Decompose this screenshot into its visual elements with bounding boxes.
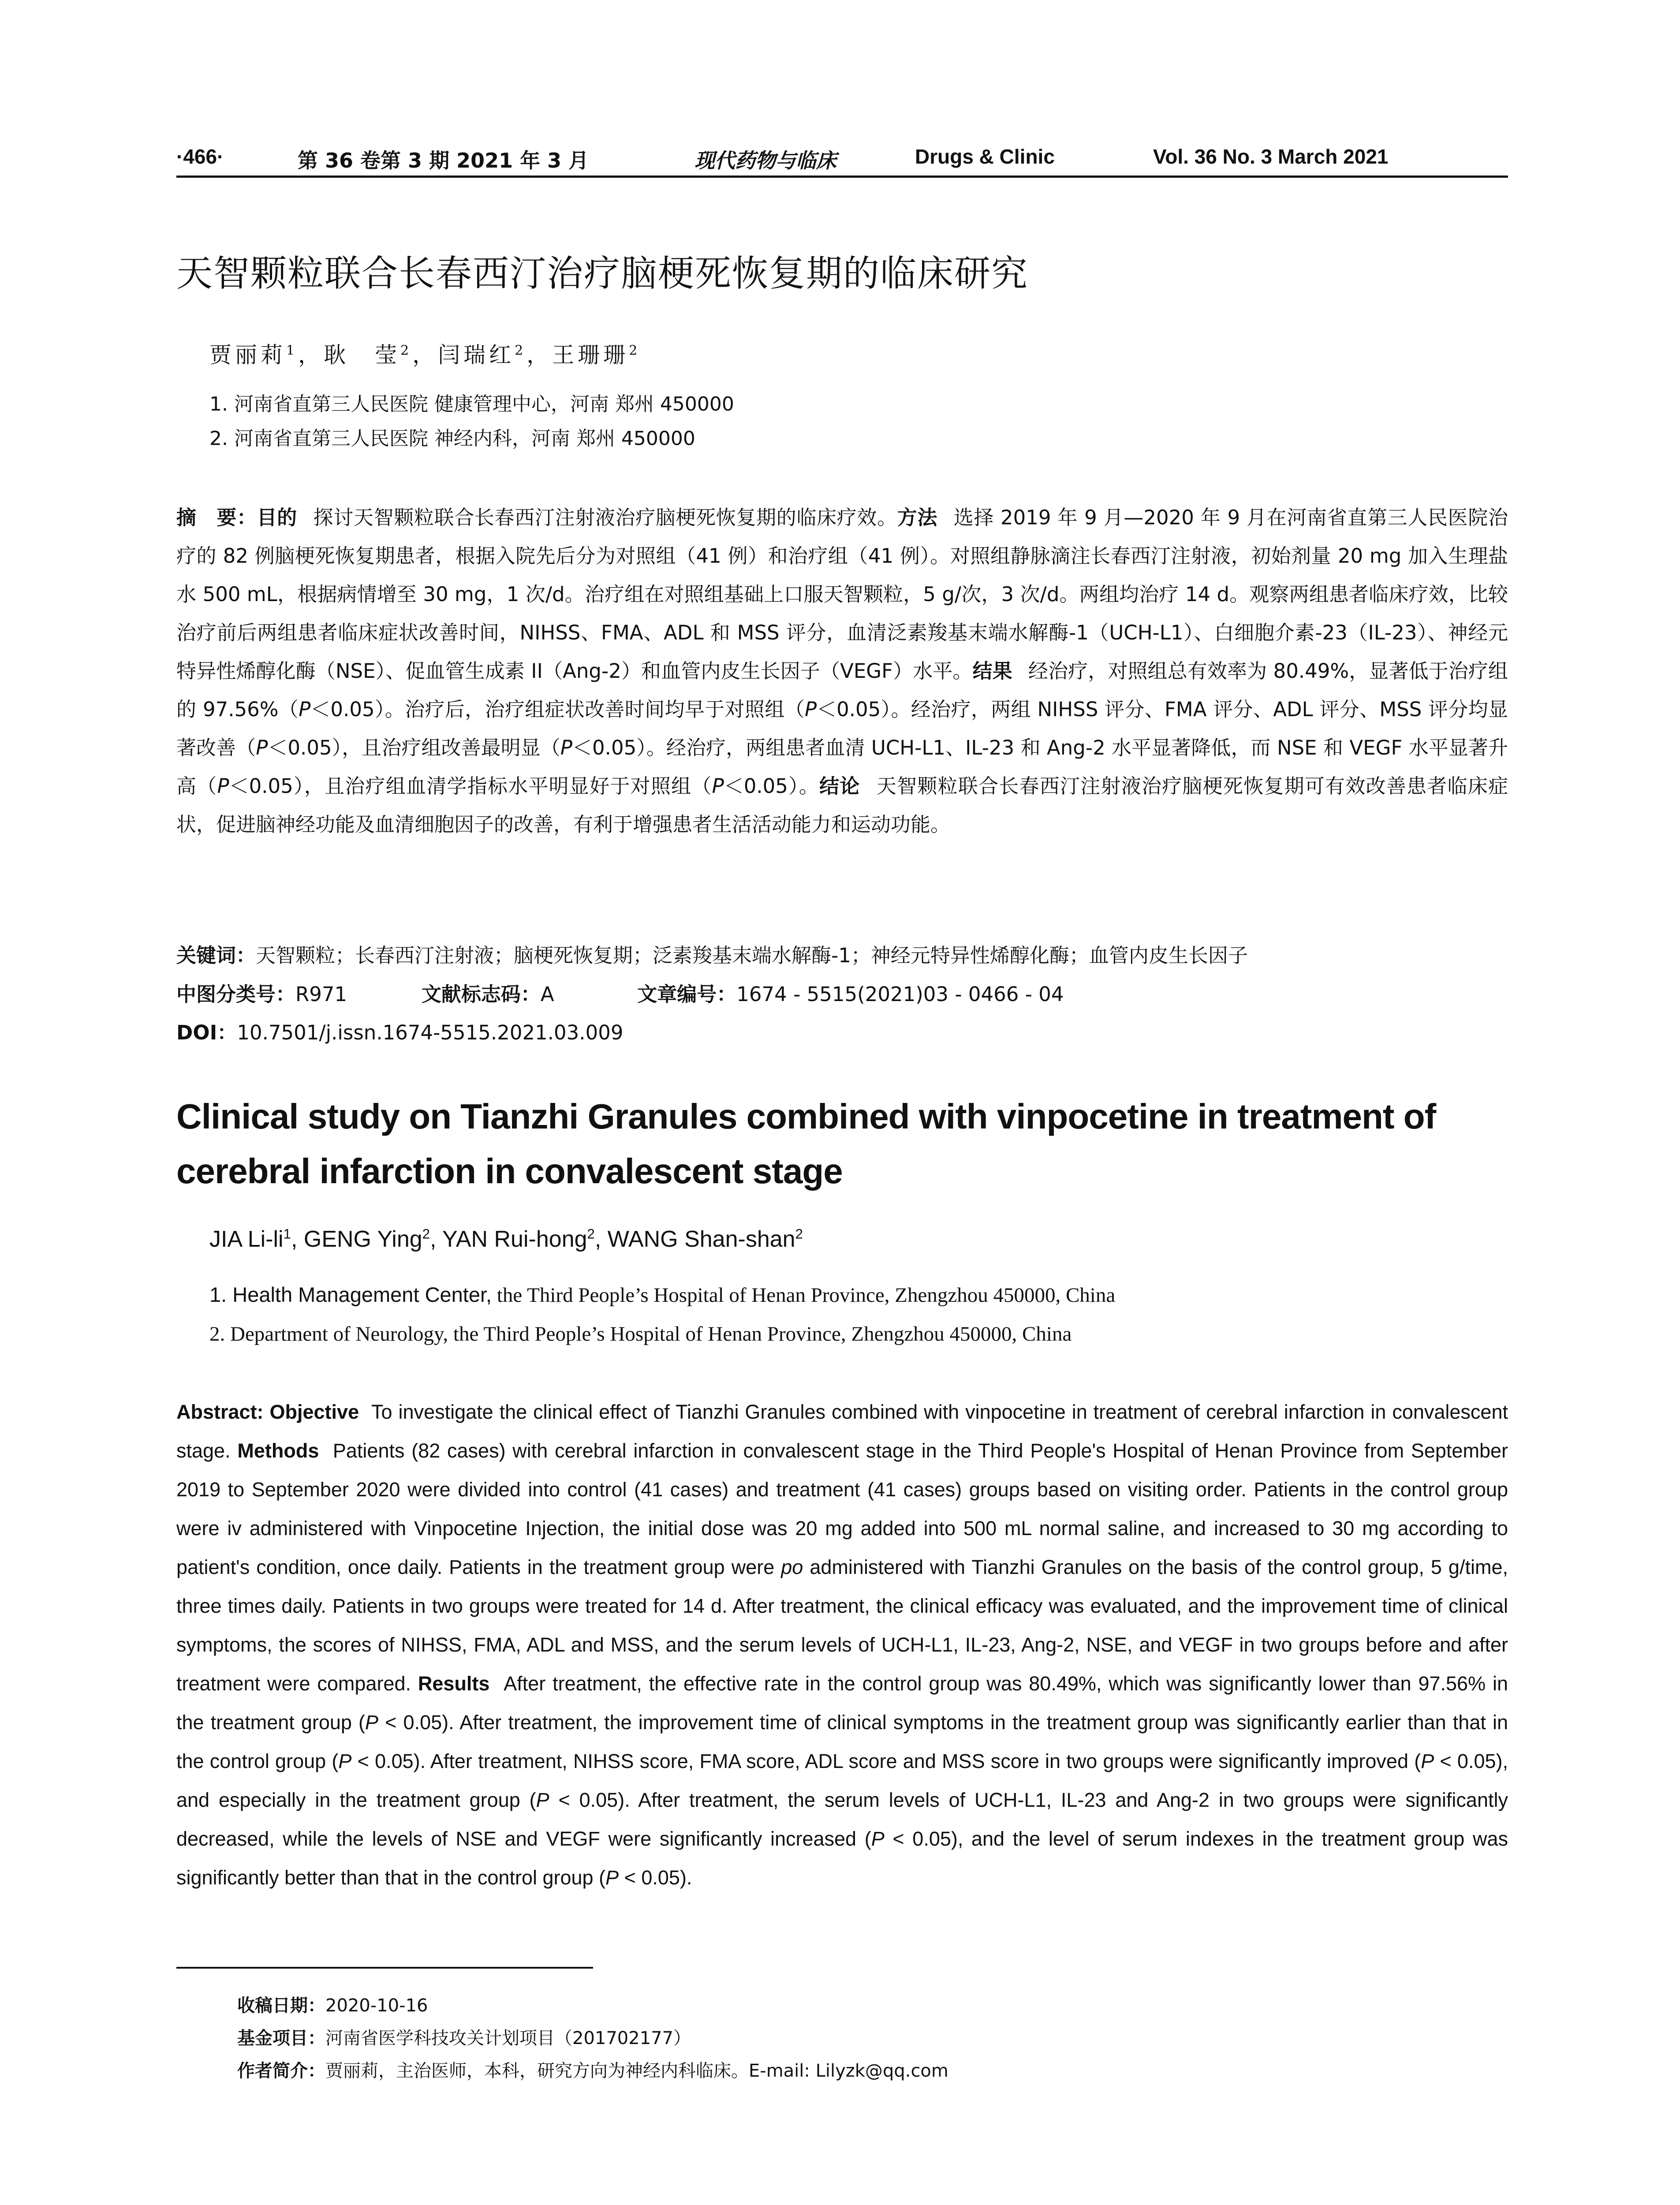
footnote-divider <box>176 1967 593 1969</box>
footnote-funding <box>237 2024 691 2049</box>
footnote-author-bio <box>237 2057 948 2082</box>
author-affiliation-mark: 2 <box>515 343 527 359</box>
methods-text: Patients (82 cases) with cerebral infarction in convalescent stage in the Third People's Hospital of Henan Province from September 2019 to September 2020 were divided into control (41 cases) and treatment (41 cases) groups based on visiting order. Patients in the control group were iv administered with Vinpocetine Injection, the initial dose was 20 mg added into 500 mL normal saline, and increased to 30 mg according to patient's condition, once daily. Patients in the treatment group were <box>176 1439 1508 1578</box>
author-affiliation-mark: 2 <box>400 343 413 359</box>
results-text: < 0.05). After treatment, the improvement time of clinical symptoms in the treatment group was significantly earlier than that in the control group ( <box>176 1711 1508 1772</box>
p-value-symbol: P <box>804 698 817 721</box>
p-value-symbol: P <box>871 1828 885 1850</box>
results-label: Results <box>418 1672 490 1695</box>
authors-cn <box>209 337 641 369</box>
author-separator: ， <box>298 342 324 368</box>
affiliation-department: 1. Health Management Center, <box>209 1283 492 1306</box>
results-text: ＜0.05）。经治疗，两组患者血清 UCH-L1、IL-23 和 Ang-2 水平显著降低，而 NSE 和 VEGF 水平显著升高（ <box>176 736 1508 798</box>
journal-name-cn: 现代药物与临床 <box>694 149 836 172</box>
p-value-symbol: P <box>256 736 268 759</box>
running-header <box>176 141 1508 178</box>
author-name: 贾丽莉 <box>209 342 286 368</box>
route-po: po <box>781 1556 803 1578</box>
results-text: 经治疗，对照组总有效率为 80.49%，显著低于治疗组的 97.56%（ <box>176 659 1508 721</box>
p-value-symbol: P <box>217 774 229 798</box>
methods-text: administered with Tianzhi Granules on the basis of the control group, 5 g/time, three times daily. Patients in two groups were treated for 14 d. After treatment, the clinical efficacy was evaluated, and the improvement time of clinical symptoms, the scores of NIHSS, FMA, ADL and MSS, and the serum levels of UCH-L1, IL-23, Ang-2, NSE, and VEGF in two groups before and after treatment were compared. <box>176 1556 1508 1695</box>
results-text: ＜0.05），且治疗组改善最明显（ <box>268 736 560 759</box>
author-affiliation-mark: 2 <box>629 343 641 359</box>
author-affiliation-mark: 2 <box>422 1226 430 1242</box>
issue-cn: 第 36 卷第 3 期 2021 年 3 月 <box>298 149 589 172</box>
footnote-text: 贾丽莉，主治医师，本科，研究方向为神经内科临床。E-mail: Lilyzk@qq.com <box>325 2061 948 2081</box>
p-value-symbol: P <box>338 1750 352 1772</box>
author-affiliation-mark: 2 <box>587 1226 595 1242</box>
footnote-label: 基金项目： <box>237 2028 325 2048</box>
affiliation-institution: the Third People’s Hospital of Henan Province, Zhengzhou 450000, China <box>492 1284 1116 1307</box>
doi-label: DOI： <box>176 1021 237 1044</box>
results-text: < 0.05). After treatment, NIHSS score, FMA score, ADL score and MSS score in two groups were significantly improved ( <box>351 1750 1421 1772</box>
results-text: < 0.05). <box>619 1866 692 1889</box>
p-value-symbol: P <box>560 736 573 759</box>
results-text: ＜0.05）。治疗后，治疗组症状改善时间均早于对照组（ <box>310 698 805 721</box>
results-text: < 0.05). After treatment, the serum levels of UCH-L1, IL-23 and Ang-2 in two groups were significantly decreased, while the levels of NSE and VEGF were significantly increased ( <box>176 1789 1508 1850</box>
affiliation-cn: 2. 河南省直第三人民医院 神经内科，河南 郑州 450000 <box>209 427 695 450</box>
author-name: 闫瑞红 <box>438 342 515 368</box>
affiliation-en <box>209 1282 1115 1307</box>
document-code-label: 文献标志码： <box>421 983 541 1006</box>
abstract-cn <box>176 498 1508 844</box>
p-value-symbol: P <box>299 698 311 721</box>
issue-en: Vol. 36 No. 3 March 2021 <box>1153 145 1389 168</box>
objective-label: 目的 <box>257 506 297 529</box>
footnote-text: 2020-10-16 <box>325 1996 428 2016</box>
page-number: ·466· <box>176 145 224 168</box>
author-name: 王珊珊 <box>552 342 629 368</box>
p-value-symbol: P <box>605 1866 619 1889</box>
objective-text: To investigate the clinical effect of Tianzhi Granules combined with vinpocetine in treatment of cerebral infarction in convalescent stage. <box>176 1401 1508 1462</box>
results-text: ＜0.05）。经治疗，两组 NIHSS 评分、FMA 评分、ADL 评分、MSS 评分均显著改善（ <box>176 698 1508 759</box>
clc-value: R971 <box>295 983 347 1006</box>
clc-label: 中图分类号： <box>176 983 296 1006</box>
author-affiliation-mark: 1 <box>283 1226 291 1242</box>
results-text: < 0.05), and the level of serum indexes in the treatment group was significantly better than that in the control group ( <box>176 1828 1508 1889</box>
footnote-received <box>237 1992 428 2017</box>
objective-text: 探讨天智颗粒联合长春西汀注射液治疗脑梗死恢复期的临床疗效。 <box>313 506 897 529</box>
p-value-symbol: P <box>712 774 724 798</box>
conclusion-label: 结论 <box>819 774 860 798</box>
doi-line <box>176 1017 623 1045</box>
keywords-label: 关键词： <box>176 944 256 967</box>
affiliation-cn: 1. 河南省直第三人民医院 健康管理中心，河南 郑州 450000 <box>209 393 734 415</box>
affiliation-en: 2. Department of Neurology, the Third People’s Hospital of Henan Province, Zhengzhou 450000, China <box>209 1323 1072 1345</box>
classification-line <box>176 978 1064 1007</box>
methods-text: 选择 2019 年 9 月—2020 年 9 月在河南省直第三人民医院治疗的 82 例脑梗死恢复期患者，根据入院先后分为对照组（41 例）和治疗组（41 例）。对照组静脉滴注长春西汀注射液，初始剂量 20 mg 加入生理盐水 500 mL，根据病情增至 30 mg，1 次/d。治疗组在对照组基础上口服天智颗粒，5 g/次，3 次/d。两组均治疗 14 d。观察两组患者临床疗效，比较治疗前后两组患者临床症状改善时间，NIHSS、FMA、ADL 和 MSS 评分，血清泛素羧基末端水解酶-1（UCH-L1）、白细胞介素-23（IL-23）、神经元特异性烯醇化酶（NSE）、促血管生成素 II（Ang-2）和血管内皮生长因子（VEGF）水平。 <box>176 506 1508 683</box>
p-value-symbol: P <box>536 1789 549 1811</box>
author-separator: ， <box>526 342 553 368</box>
article-number-value: 1674 - 5515(2021)03 - 0466 - 04 <box>736 983 1064 1006</box>
p-value-symbol: P <box>365 1711 379 1734</box>
authors-en: JIA $Li-li^1$, GENG Ying$^2$, YAN Rui-hong$^2$, WANG Shan-shan$^2$ <box>209 1226 803 1252</box>
keywords-text: 天智颗粒；长春西汀注射液；脑梗死恢复期；泛素羧基末端水解酶-1；神经元特异性烯醇化酶；血管内皮生长因子 <box>256 944 1248 967</box>
conclusion-text: 天智颗粒联合长春西汀注射液治疗脑梗死恢复期可有效改善患者临床症状，促进脑神经功能及血清细胞因子的改善，有利于增强患者生活活动能力和运动功能。 <box>176 774 1508 836</box>
document-code-value: A <box>540 983 554 1006</box>
results-text: ＜0.05），且治疗组血清学指标水平明显好于对照组（ <box>229 774 712 798</box>
author-affiliation-mark: 2 <box>795 1226 803 1242</box>
journal-name-en: Drugs & Clinic <box>915 145 1055 168</box>
methods-label: 方法 <box>897 506 938 529</box>
results-text: ＜0.05）。 <box>724 774 820 798</box>
results-text: < 0.05), and especially in the treatment group ( <box>176 1750 1508 1811</box>
author-name: GENG Ying <box>303 1226 422 1252</box>
abstract-label: 摘 要： <box>176 506 257 529</box>
article-title-cn: 天智颗粒联合长春西汀治疗脑梗死恢复期的临床研究 <box>176 253 1029 295</box>
results-text: After treatment, the effective rate in the control group was 80.49%, which was significantly lower than 97.56% in the treatment group ( <box>176 1672 1508 1734</box>
keywords-cn <box>176 939 1248 968</box>
p-value-symbol: P <box>1421 1750 1434 1772</box>
author-separator: ， <box>412 342 438 368</box>
author-name: 耿 莹 <box>324 342 401 368</box>
author-name: JIA Li-li <box>209 1226 284 1252</box>
results-label: 结果 <box>972 659 1012 683</box>
doi-value: 10.7501/j.issn.1674-5515.2021.03.009 <box>237 1021 623 1044</box>
article-title-en: Clinical study on Tianzhi Granules combined with vinpocetine in treatment of cerebral infarction in convalescent stage <box>176 1097 1436 1191</box>
footnote-label: 收稿日期： <box>237 1996 325 2016</box>
footnote-text: 河南省医学科技攻关计划项目（201702177） <box>325 2028 691 2048</box>
objective-label: Objective <box>269 1401 359 1423</box>
author-name: YAN Rui-hong <box>442 1226 587 1252</box>
footnote-label: 作者简介： <box>237 2061 325 2081</box>
abstract-label: Abstract: <box>176 1401 264 1423</box>
abstract-en <box>176 1393 1508 1897</box>
article-number-label: 文章编号： <box>637 983 737 1006</box>
author-name: WANG Shan-shan <box>607 1226 795 1252</box>
methods-label: Methods <box>237 1439 319 1462</box>
author-affiliation-mark: 1 <box>286 343 299 359</box>
